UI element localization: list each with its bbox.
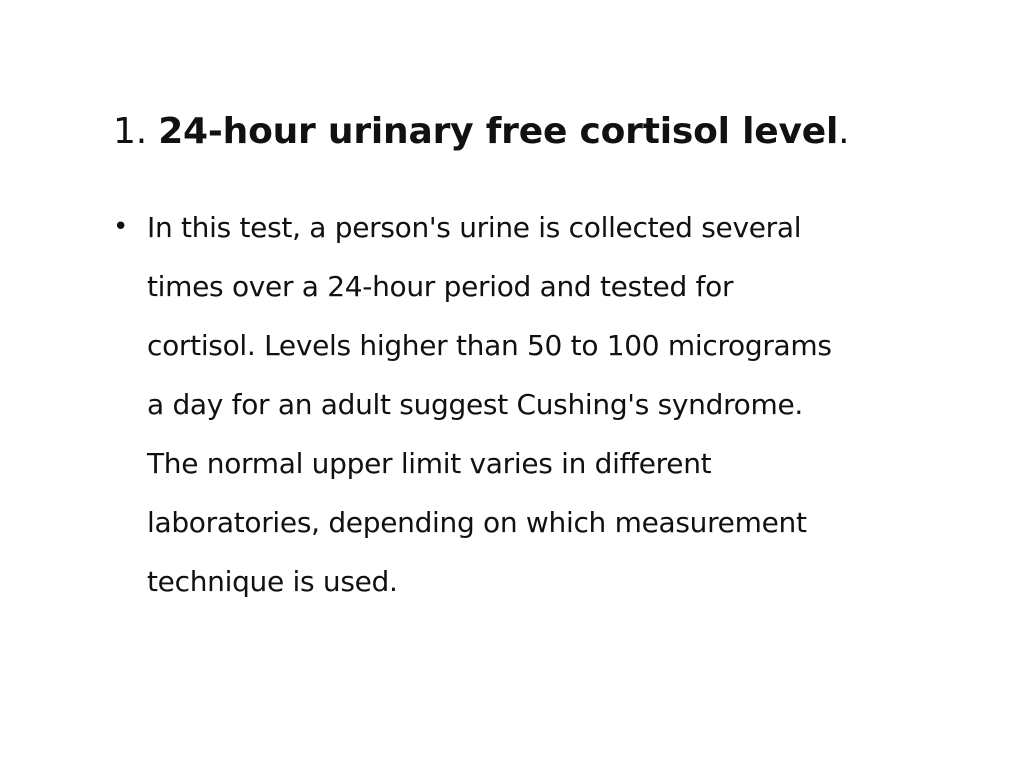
bullet-text	[147, 198, 907, 611]
bullet-line: laboratories, depending on which measurement	[147, 506, 807, 539]
bullet-line: In this test, a person's urine is collected several	[147, 211, 802, 244]
title-period: .	[838, 111, 850, 152]
bullet-marker: •	[113, 212, 129, 242]
bullet-line: The normal upper limit varies in different	[147, 447, 712, 480]
bullet-item	[113, 198, 913, 611]
bullet-line: a day for an adult suggest Cushing's syndrome.	[147, 388, 803, 421]
bullet-line: technique is used.	[147, 565, 398, 598]
title-number: 1.	[113, 111, 147, 152]
bullet-line: cortisol. Levels higher than 50 to 100 micrograms	[147, 329, 832, 362]
slide-title	[113, 108, 849, 156]
title-text: 24-hour urinary free cortisol level	[158, 111, 839, 152]
bullet-line: times over a 24-hour period and tested for	[147, 270, 734, 303]
